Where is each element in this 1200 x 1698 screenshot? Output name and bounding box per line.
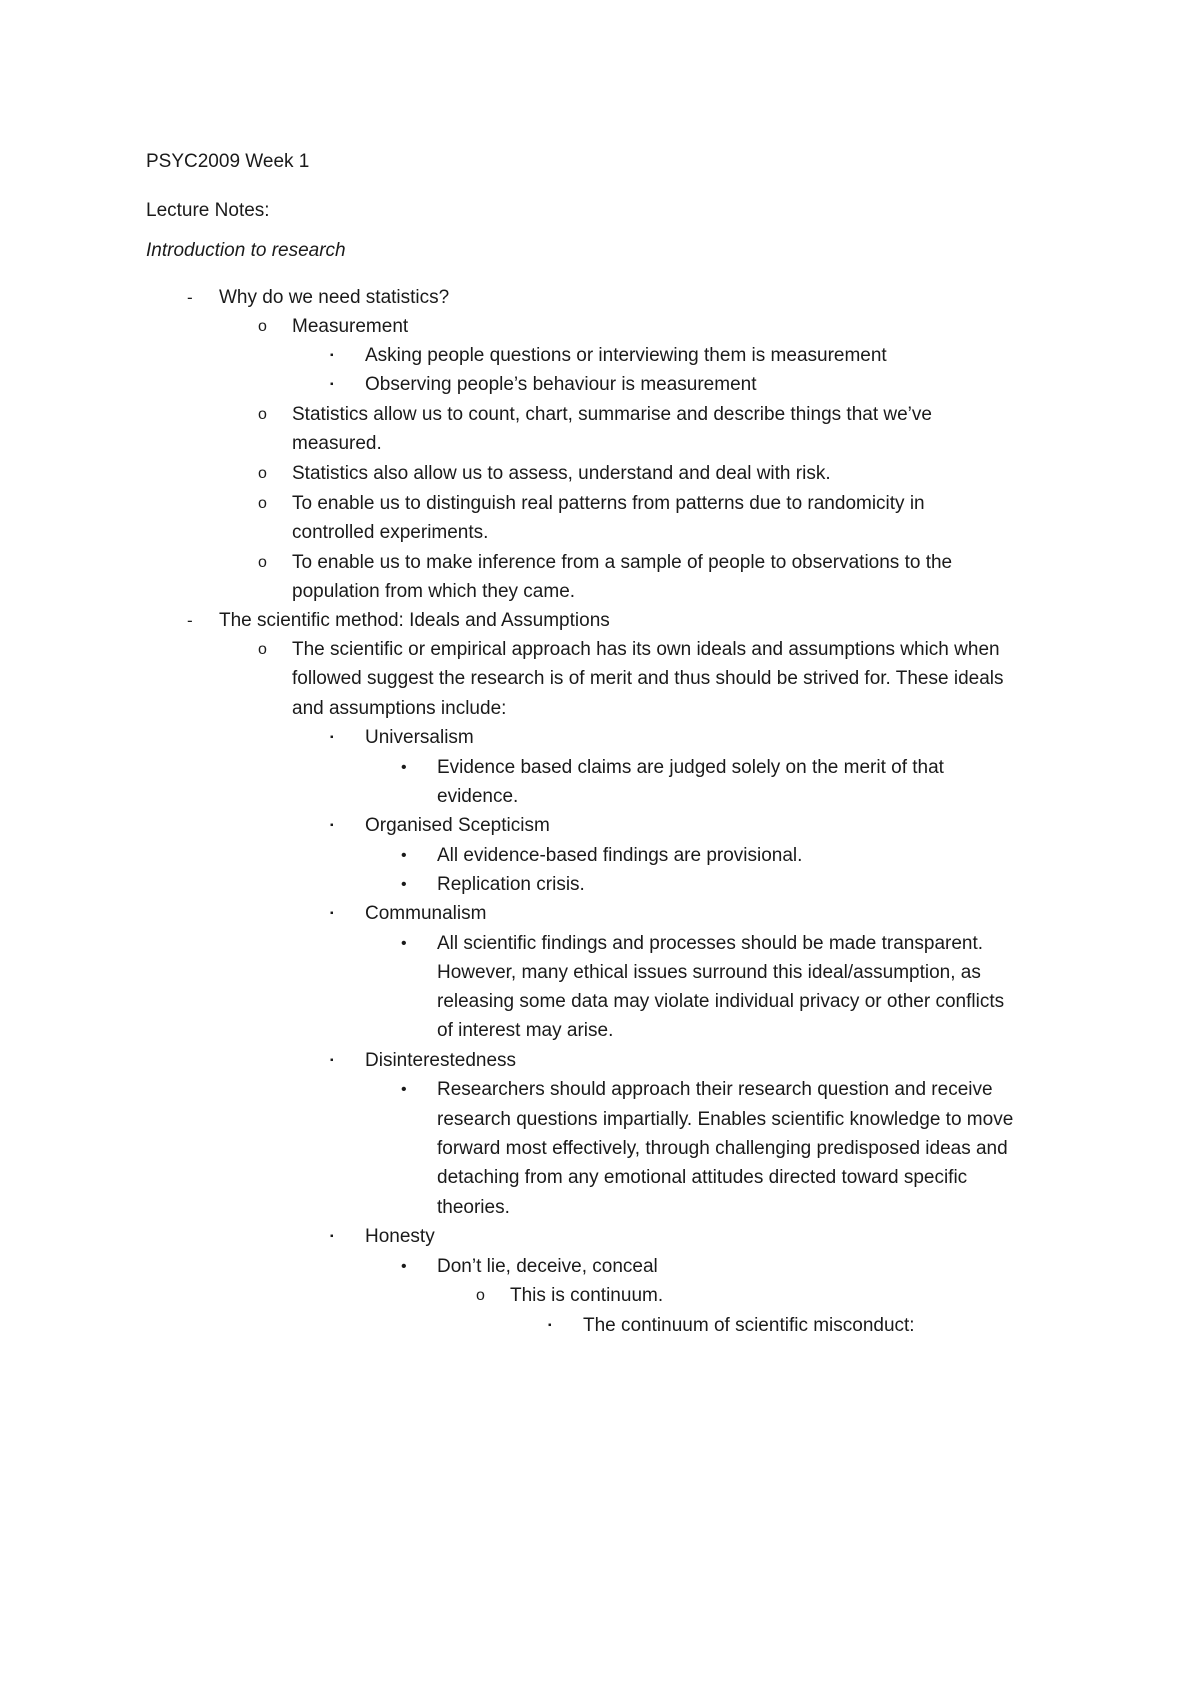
list-item-continued: detaching from any emotional attitudes directed toward specific: [437, 1167, 968, 1188]
list-item-continued: measured.: [292, 433, 382, 454]
square-bullet: ▪: [330, 732, 334, 743]
list-item-continued: research questions impartially. Enables scientific knowledge to move: [437, 1109, 1014, 1130]
list-item: The scientific or empirical approach has its own ideals and assumptions which when: [292, 639, 1000, 660]
dot-bullet: •: [401, 935, 407, 952]
list-item: Statistics allow us to count, chart, summarise and describe things that we’ve: [292, 404, 932, 425]
list-item: The scientific method: Ideals and Assumptions: [219, 610, 610, 631]
circle-bullet: o: [258, 406, 267, 423]
circle-bullet: o: [258, 554, 267, 571]
list-item: Honesty: [365, 1226, 435, 1247]
list-item: Communalism: [365, 903, 487, 924]
list-item-continued: and assumptions include:: [292, 698, 507, 719]
square-bullet: ▪: [330, 820, 334, 831]
list-item-continued: followed suggest the research is of merit and thus should be strived for. These ideals: [292, 668, 1004, 689]
section-heading: Introduction to research: [146, 240, 346, 261]
list-item-continued: population from which they came.: [292, 581, 576, 602]
list-item: Measurement: [292, 316, 409, 337]
list-item: Universalism: [365, 727, 474, 748]
list-item-continued: theories.: [437, 1197, 510, 1218]
list-item-continued: releasing some data may violate individual privacy or other conflicts: [437, 991, 1005, 1012]
list-item-continued: forward most effectively, through challenging predisposed ideas and: [437, 1138, 1008, 1159]
list-item-continued: evidence.: [437, 786, 519, 807]
list-item: Asking people questions or interviewing them is measurement: [365, 345, 887, 366]
dot-bullet: •: [401, 847, 407, 864]
list-item: To enable us to distinguish real patterns from patterns due to randomicity in: [292, 493, 925, 514]
list-item: All scientific findings and processes should be made transparent.: [437, 933, 984, 954]
list-item: Why do we need statistics?: [219, 287, 450, 308]
list-item-continued: However, many ethical issues surround this ideal/assumption, as: [437, 962, 981, 983]
circle-bullet: o: [476, 1287, 485, 1304]
dot-bullet: •: [401, 1258, 407, 1275]
list-item: This is continuum.: [510, 1285, 664, 1306]
dot-bullet: •: [401, 876, 407, 893]
square-bullet: ▪: [330, 350, 334, 361]
dot-bullet: •: [401, 1081, 407, 1098]
square-bullet: ▪: [330, 1055, 334, 1066]
square-bullet: ▪: [330, 379, 334, 390]
circle-bullet: o: [258, 465, 267, 482]
dash-bullet: -: [187, 288, 193, 307]
dot-bullet: •: [401, 759, 407, 776]
doc-subtitle: Lecture Notes:: [146, 200, 270, 221]
square-bullet: ▪: [330, 1231, 334, 1242]
list-item: Evidence based claims are judged solely on the merit of that: [437, 757, 944, 778]
doc-title: PSYC2009 Week 1: [146, 151, 310, 172]
list-item-continued: of interest may arise.: [437, 1020, 614, 1041]
list-item: The continuum of scientific misconduct:: [583, 1315, 915, 1336]
list-item: Disinterestedness: [365, 1050, 517, 1071]
square-bullet: ▪: [548, 1320, 552, 1331]
list-item: Statistics also allow us to assess, understand and deal with risk.: [292, 463, 831, 484]
circle-bullet: o: [258, 318, 267, 335]
list-item: To enable us to make inference from a sample of people to observations to the: [292, 552, 953, 573]
list-item: All evidence-based findings are provisional.: [437, 845, 803, 866]
square-bullet: ▪: [330, 908, 334, 919]
list-item-continued: controlled experiments.: [292, 522, 489, 543]
list-item: Organised Scepticism: [365, 815, 550, 836]
list-item: Researchers should approach their research question and receive: [437, 1079, 993, 1100]
list-item: Replication crisis.: [437, 874, 585, 895]
circle-bullet: o: [258, 641, 267, 658]
list-item: Observing people’s behaviour is measurement: [365, 374, 757, 395]
list-item: Don’t lie, deceive, conceal: [437, 1256, 658, 1277]
dash-bullet: -: [187, 611, 193, 630]
circle-bullet: o: [258, 495, 267, 512]
